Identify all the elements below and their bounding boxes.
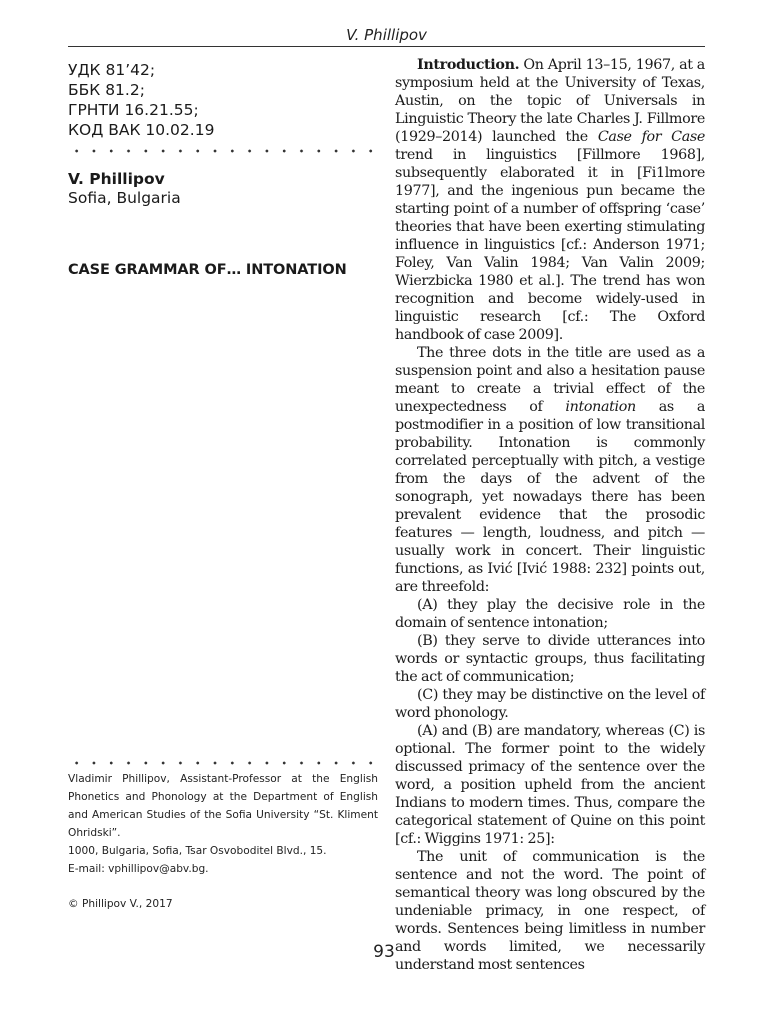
article-body	[395, 56, 705, 974]
header-rule	[68, 46, 705, 47]
quotation: The unit of communication is the sentence and not the word. The point of semantical theory was long obscured by the undeniable primacy, in one respect, of words. Sentences being limitless in number and words limited, we necessarily understand most sentences	[395, 849, 705, 973]
author-location: Sofia, Bulgaria	[68, 189, 181, 207]
grnti-code: ГРНТИ 16.21.55;	[68, 101, 199, 119]
article-title: CASE GRAMMAR OF… INTONATION	[68, 262, 347, 278]
dotted-divider-bottom	[68, 760, 380, 766]
author-affiliation	[68, 770, 378, 878]
vak-code: КОД ВАК 10.02.19	[68, 121, 215, 139]
author-name: V. Phillipov	[68, 170, 165, 188]
intro-text-a: On April 13–15, 1967, at a symposium held at the University of Texas, Austin, on the topic of Universals in Linguistic Theory the late Charles J. Fillmore (1929–2014) launched the	[395, 57, 705, 145]
affiliation-email: E-mail: vphillipov@abv.bg.	[68, 863, 209, 875]
list-item-a: (A) they play the decisive role in the domain of sentence intonation;	[395, 597, 705, 631]
dots-italic: intonation	[565, 399, 636, 415]
intro-text-b: trend in linguistics [Fillmore 1968], subsequently elaborated it in [Fi1lmore 1977], and the ingenious pun became the starting point of a number of offspring ‘case’ theories that have been exerting stimulating influence in linguistics [cf.: Anderson 1971; Foley, Van Valin 1984; Van Valin 2009; Wierzbicka 1980 et al.]. The trend has won recognition and become widely-used in linguistic research [cf.: The Oxford handbook of case 2009].	[395, 147, 705, 343]
affiliation-text: Vladimir Phillipov, Assistant-Professor at the English Phonetics and Phonology at the Department of English and American Studies of the Sofia University “St. Kliment Ohridski”.	[68, 773, 378, 839]
dotted-divider-top	[68, 148, 380, 154]
classification-codes	[68, 60, 380, 140]
dots-text-b: as a postmodifier in a position of low transitional probability. Intonation is commonly correlated perceptually with pitch, a vestige from the days of the advent of the sonograph, yet nowadays there has been prevalent evidence that the prosodic features — length, loudness, and pitch — usually work in concert. Their linguistic functions, as Ivić [Ivić 1988: 232] points out, are threefold:	[395, 399, 705, 595]
paragraph-dots	[395, 344, 705, 596]
intro-italic: Case for Case	[597, 129, 705, 145]
page-number: 93	[373, 942, 395, 962]
list-item-c: (C) they may be distinctive on the level of word phonology.	[395, 687, 705, 721]
affiliation-address: 1000, Bulgaria, Sofia, Tsar Osvoboditel Blvd., 15.	[68, 845, 327, 857]
paragraph-primacy: (A) and (B) are mandatory, whereas (C) is optional. The former point to the widely discussed primacy of the sentence over the word, a position upheld from the ancient Indians to modern times. Thus, compare the categorical statement of Quine on this point [cf.: Wiggins 1971: 25]:	[395, 723, 705, 847]
author-block	[68, 170, 380, 208]
running-head: V. Phillipov	[346, 26, 427, 44]
dots-text-a: The three dots in the title are used as a suspension point and also a hesitation pause meant to create a trivial effect of the unexpectedness of	[395, 345, 705, 415]
copyright-notice: © Phillipov V., 2017	[68, 898, 173, 910]
paragraph-intro	[395, 56, 705, 344]
list-item-b: (B) they serve to divide utterances into words or syntactic groups, thus facilitating the act of communication;	[395, 633, 705, 685]
intro-heading: Introduction.	[417, 57, 520, 73]
udk-code: УДК 81’42;	[68, 61, 156, 79]
bbk-code: ББК 81.2;	[68, 81, 145, 99]
